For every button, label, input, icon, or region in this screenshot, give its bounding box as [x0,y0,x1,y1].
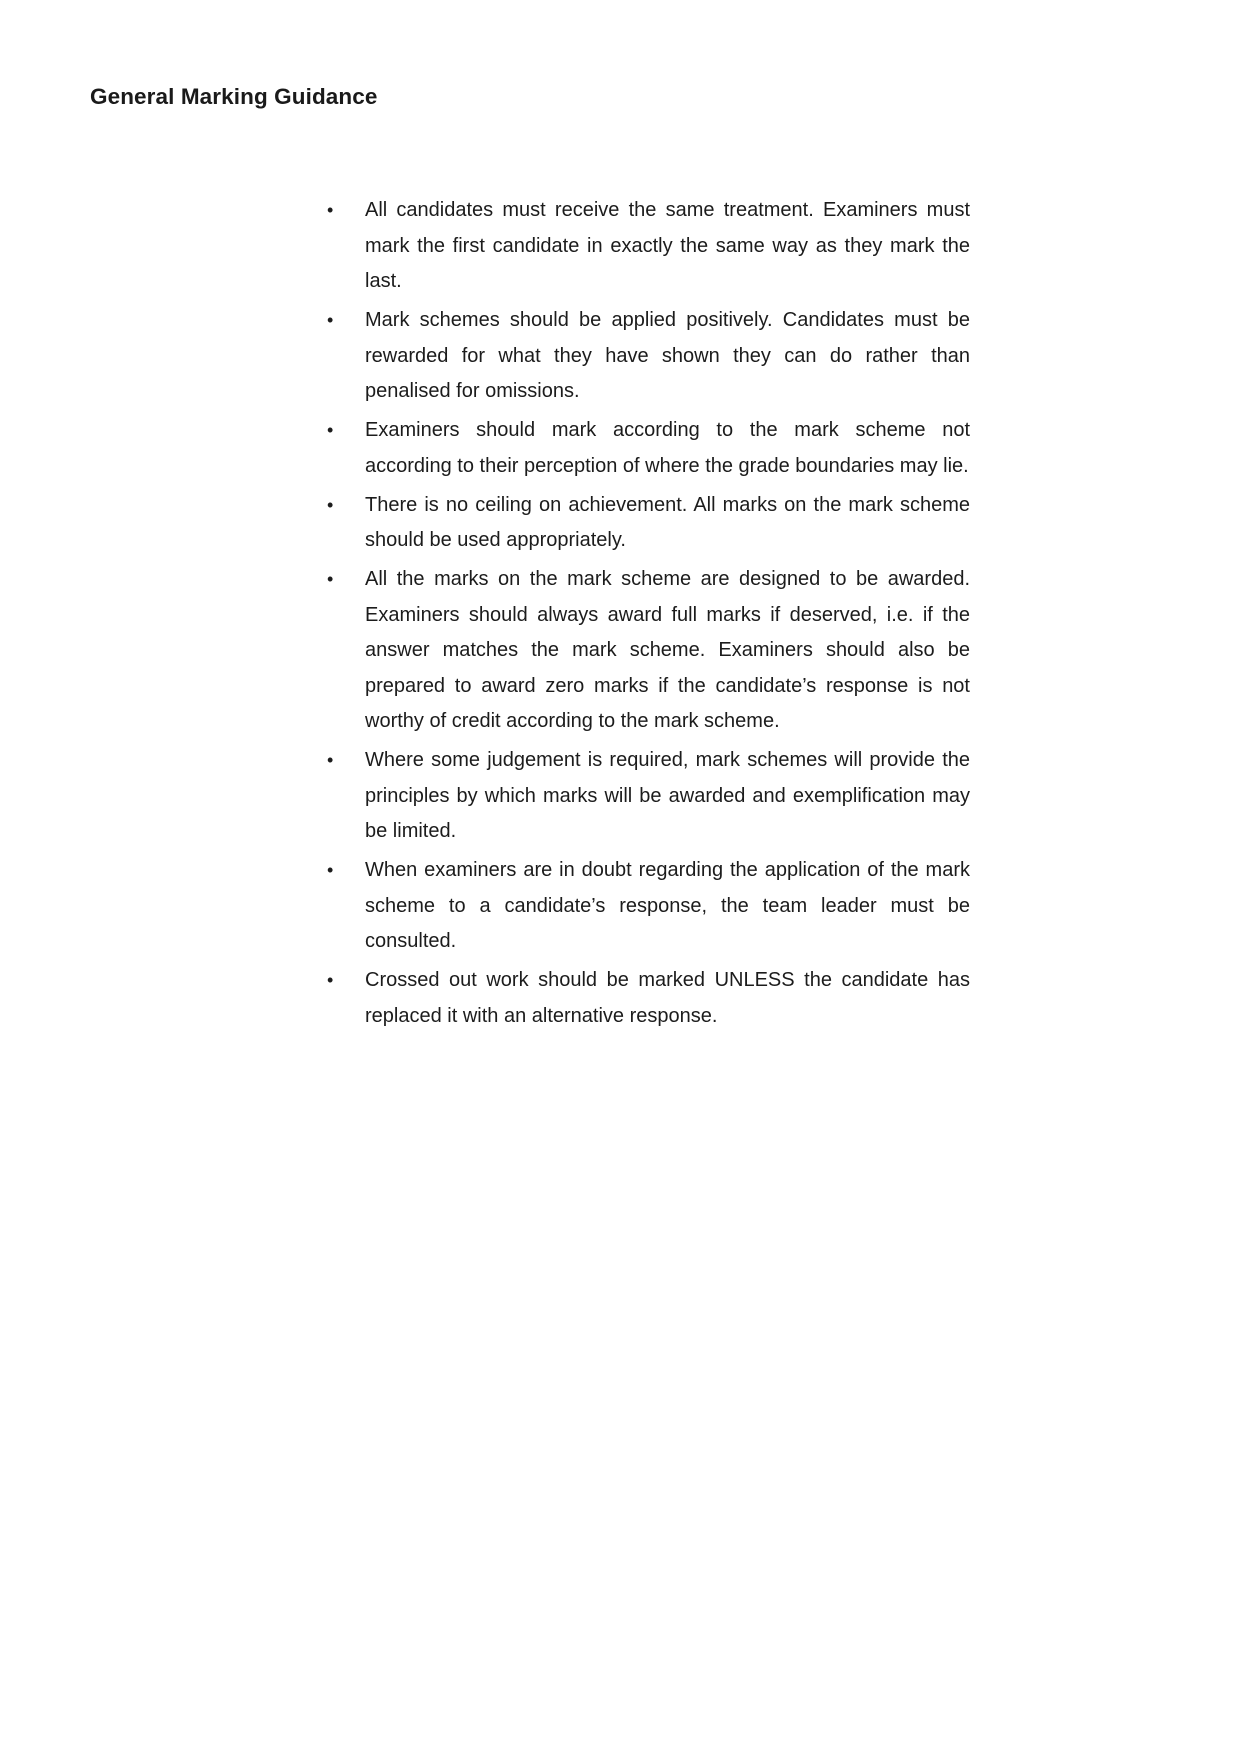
list-item [327,303,970,410]
bullet-icon: • [327,494,334,515]
list-item [327,853,970,960]
list-item-text: When examiners are in doubt regarding the application of the mark scheme to a candidate’s response, the team leader must be consulted. [365,859,970,952]
list-item [327,413,970,484]
list-item-text: Mark schemes should be applied positively. Candidates must be rewarded for what they have shown they can do rather than penalised for omissions. [365,309,970,402]
list-item-text: There is no ceiling on achievement. All marks on the mark scheme should be used appropriately. [365,493,970,551]
list-item-text: Examiners should mark according to the mark scheme not according to their perception of where the grade boundaries may lie. [365,419,970,477]
guidance-list [327,193,970,1038]
bullet-icon: • [327,200,334,220]
page-title: General Marking Guidance [90,84,378,109]
list-item [327,193,970,300]
list-item-text: Where some judgement is required, mark schemes will provide the principles by which marks will be awarded and exemplification may be limited. [365,749,970,842]
list-item [327,562,970,740]
list-item [327,963,970,1034]
list-item [327,488,970,559]
list-item-text: All the marks on the mark scheme are designed to be awarded. Examiners should always award full marks if deserved, i.e. if the answer matches the mark scheme. Examiners should also be prepared to award zero marks if the candidate’s response is not worthy of credit according to the mark scheme. [365,568,970,732]
bullet-icon: • [327,569,334,589]
list-item [327,743,970,850]
bullet-icon: • [327,420,334,440]
bullet-icon: • [327,750,334,770]
bullet-icon: • [327,860,334,880]
list-item-text: All candidates must receive the same treatment. Examiners must mark the first candidate in exactly the same way as they mark the last. [365,199,970,292]
list-item-text: Crossed out work should be marked UNLESS the candidate has replaced it with an alternative response. [365,969,970,1027]
bullet-icon: • [327,970,334,990]
bullet-icon: • [327,310,334,330]
